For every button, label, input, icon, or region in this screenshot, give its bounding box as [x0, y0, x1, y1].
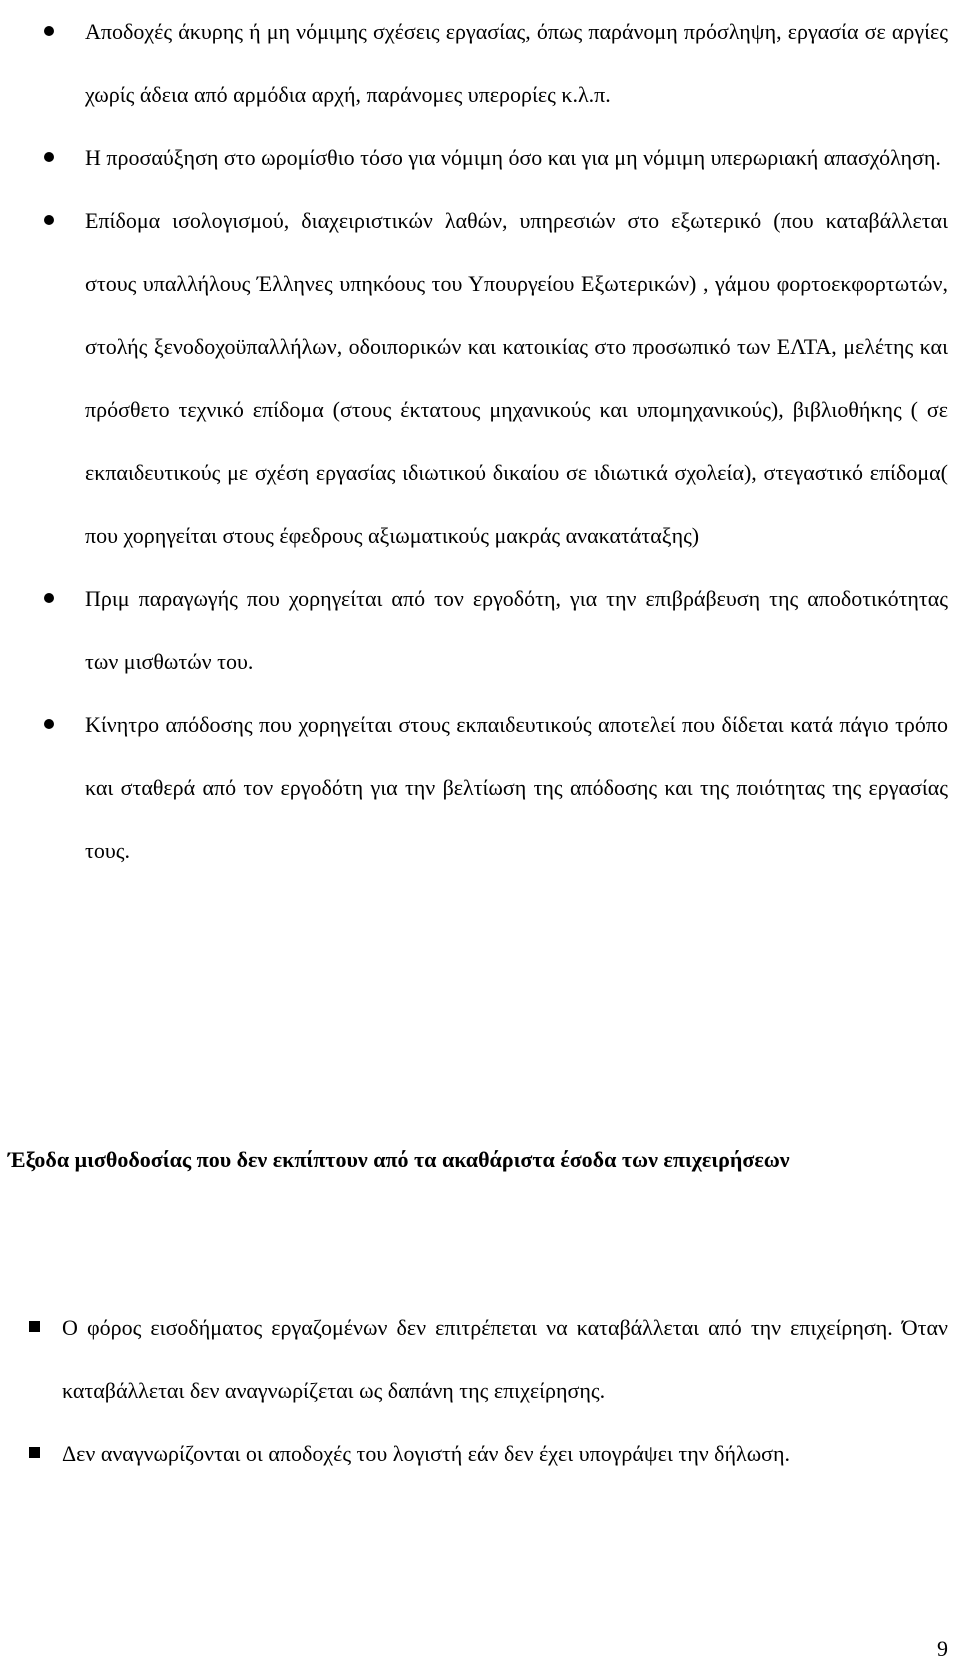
section-heading: Έξοδα μισθοδοσίας που δεν εκπίπτουν από τα ακαθάριστα έσοδα των επιχειρήσεων — [8, 1147, 790, 1172]
list-item-text: Επίδομα ισολογισμού, διαχειριστικών λαθών, υπηρεσιών στο εξωτερικό (που καταβάλλεται στους υπαλλήλους Έλληνες υπηκόους του Υπουργείου Εξωτερικών) , γάμου φορτοεκφορτωτών, στολής ξενοδοχοϋπαλλήλων, οδοιπορικών και κατοικίας στο προσωπικό των ΕΛΤΑ, μελέτης και πρόσθετο τεχνικό επίδομα (στους έκτατους μηχανικούς και υπομηχανικούς), βιβλιοθήκης ( σε εκπαιδευτικούς με σχέση εργασίας ιδιωτικού δικαίου σε ιδιωτικά σχολεία), στεγαστικό επίδομα( που χορηγείται στους έφεδρους αξιωματικούς μακράς ανακατάταξης) — [85, 208, 948, 548]
bullet-dot-icon — [44, 152, 54, 162]
list-item-text: Η προσαύξηση στο ωρομίσθιο τόσο για νόμιμη όσο και για μη νόμιμη υπερωριακή απασχόληση. — [85, 145, 941, 170]
list-item — [0, 189, 960, 567]
bullet-dot-icon — [44, 215, 54, 225]
list-item-text: Δεν αναγνωρίζονται οι αποδοχές του λογιστή εάν δεν έχει υπογράψει την δήλωση. — [62, 1441, 791, 1466]
list-item — [0, 0, 960, 126]
page-number: 9 — [937, 1636, 948, 1661]
list-item — [0, 567, 960, 693]
bullet-dot-icon — [44, 593, 54, 603]
list-item — [0, 126, 960, 189]
list-item — [0, 1296, 960, 1422]
bullet-dot-icon — [44, 26, 54, 36]
non-deductible-items-list — [0, 1296, 960, 1485]
bullet-dot-icon — [44, 719, 54, 729]
list-item — [0, 1422, 960, 1485]
list-item-text: Κίνητρο απόδοσης που χορηγείται στους εκπαιδευτικούς αποτελεί που δίδεται κατά πάγιο τρόπο και σταθερά από τον εργοδότη για την βελτίωση της απόδοσης και της ποιότητας της εργασίας τους. — [85, 712, 948, 863]
list-item-text: Ο φόρος εισοδήματος εργαζομένων δεν επιτρέπεται να καταβάλλεται από την επιχείρηση. Όταν καταβάλλεται δεν αναγνωρίζεται ως δαπάνη της επιχείρησης. — [62, 1315, 948, 1403]
bullet-square-icon — [29, 1447, 40, 1458]
list-item — [0, 693, 960, 882]
list-item-text: Πριμ παραγωγής που χορηγείται από τον εργοδότη, για την επιβράβευση της αποδοτικότητας των μισθωτών του. — [85, 586, 948, 674]
list-item-text: Αποδοχές άκυρης ή μη νόμιμης σχέσεις εργασίας, όπως παράνομη πρόσληψη, εργασία σε αργίες χωρίς άδεια από αρμόδια αρχή, παράνομες υπερορίες κ.λ.π. — [85, 19, 948, 107]
bullet-square-icon — [29, 1321, 40, 1332]
